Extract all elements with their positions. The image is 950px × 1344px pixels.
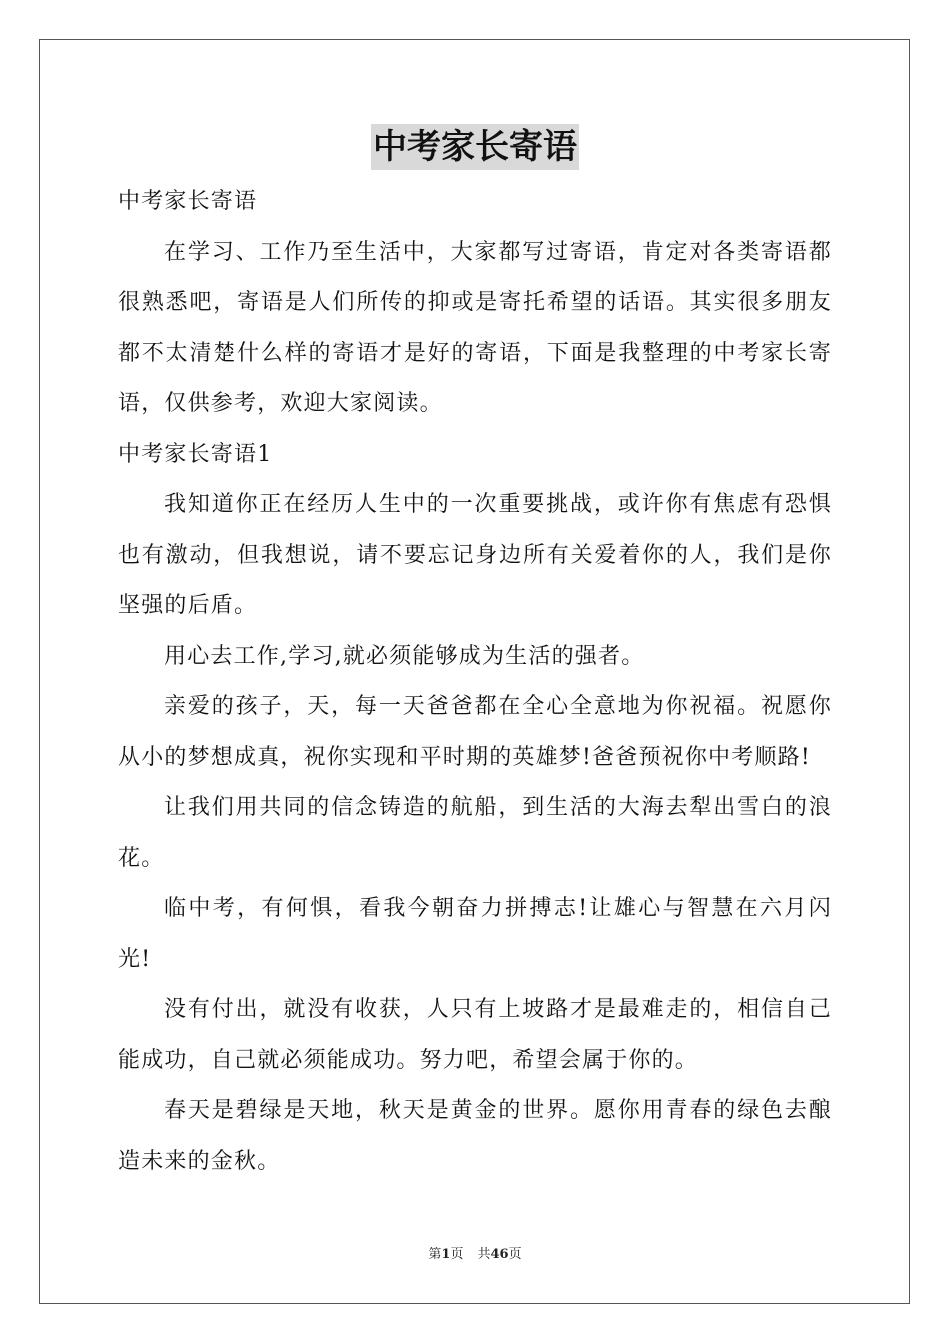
- total-suffix: 页: [508, 1247, 522, 1262]
- total-prefix: 共: [477, 1247, 491, 1262]
- paragraph-message: 亲爱的孩子，天，每一天爸爸都在全心全意地为你祝福。祝愿你从小的梦想成真，祝你实现和平时期的英雄梦!爸爸预祝你中考顺路!: [118, 694, 832, 770]
- paragraph-heading: 中考家长寄语: [118, 189, 258, 214]
- paragraph-message: 临中考，有何惧，看我今朝奋力拼搏志!让雄心与智慧在六月闪光!: [118, 896, 832, 972]
- paragraph-message: 没有付出，就没有收获，人只有上坡路才是最难走的，相信自己能成功，自己就必须能成功。努力吧，希望会属于你的。: [118, 997, 832, 1073]
- paragraph-section-heading: 中考家长寄语1: [118, 441, 273, 467]
- paragraph-message: 让我们用共同的信念铸造的航船，到生活的大海去犁出雪白的浪花。: [118, 795, 832, 871]
- paragraph-message: 我知道你正在经历人生中的一次重要挑战，或许你有焦虑有恐惧也有激动，但我想说，请不要忘记身边所有关爱着你的人，我们是你坚强的后盾。: [118, 492, 832, 618]
- paragraph-message: 春天是碧绿是天地，秋天是黄金的世界。愿你用青春的绿色去酿造未来的金秋。: [118, 1098, 832, 1174]
- page-number: 1: [441, 1247, 451, 1262]
- title-container: [0, 124, 950, 170]
- page-suffix: 页: [450, 1247, 464, 1262]
- document-body: [118, 177, 832, 1187]
- page-footer: [0, 1246, 950, 1264]
- paragraph-message: 用心去工作,学习,就必须能够成为生活的强者。: [164, 643, 645, 669]
- page-prefix: 第: [428, 1247, 442, 1262]
- paragraph-intro: 在学习、工作乃至生活中，大家都写过寄语，肯定对各类寄语都很熟悉吧，寄语是人们所传的抑或是寄托希望的话语。其实很多朋友都不太清楚什么样的寄语才是好的寄语，下面是我整理的中考家长寄语，仅供参考，欢迎大家阅读。: [118, 239, 832, 416]
- total-pages: 46: [490, 1247, 509, 1262]
- document-title: 中考家长寄语: [371, 124, 579, 170]
